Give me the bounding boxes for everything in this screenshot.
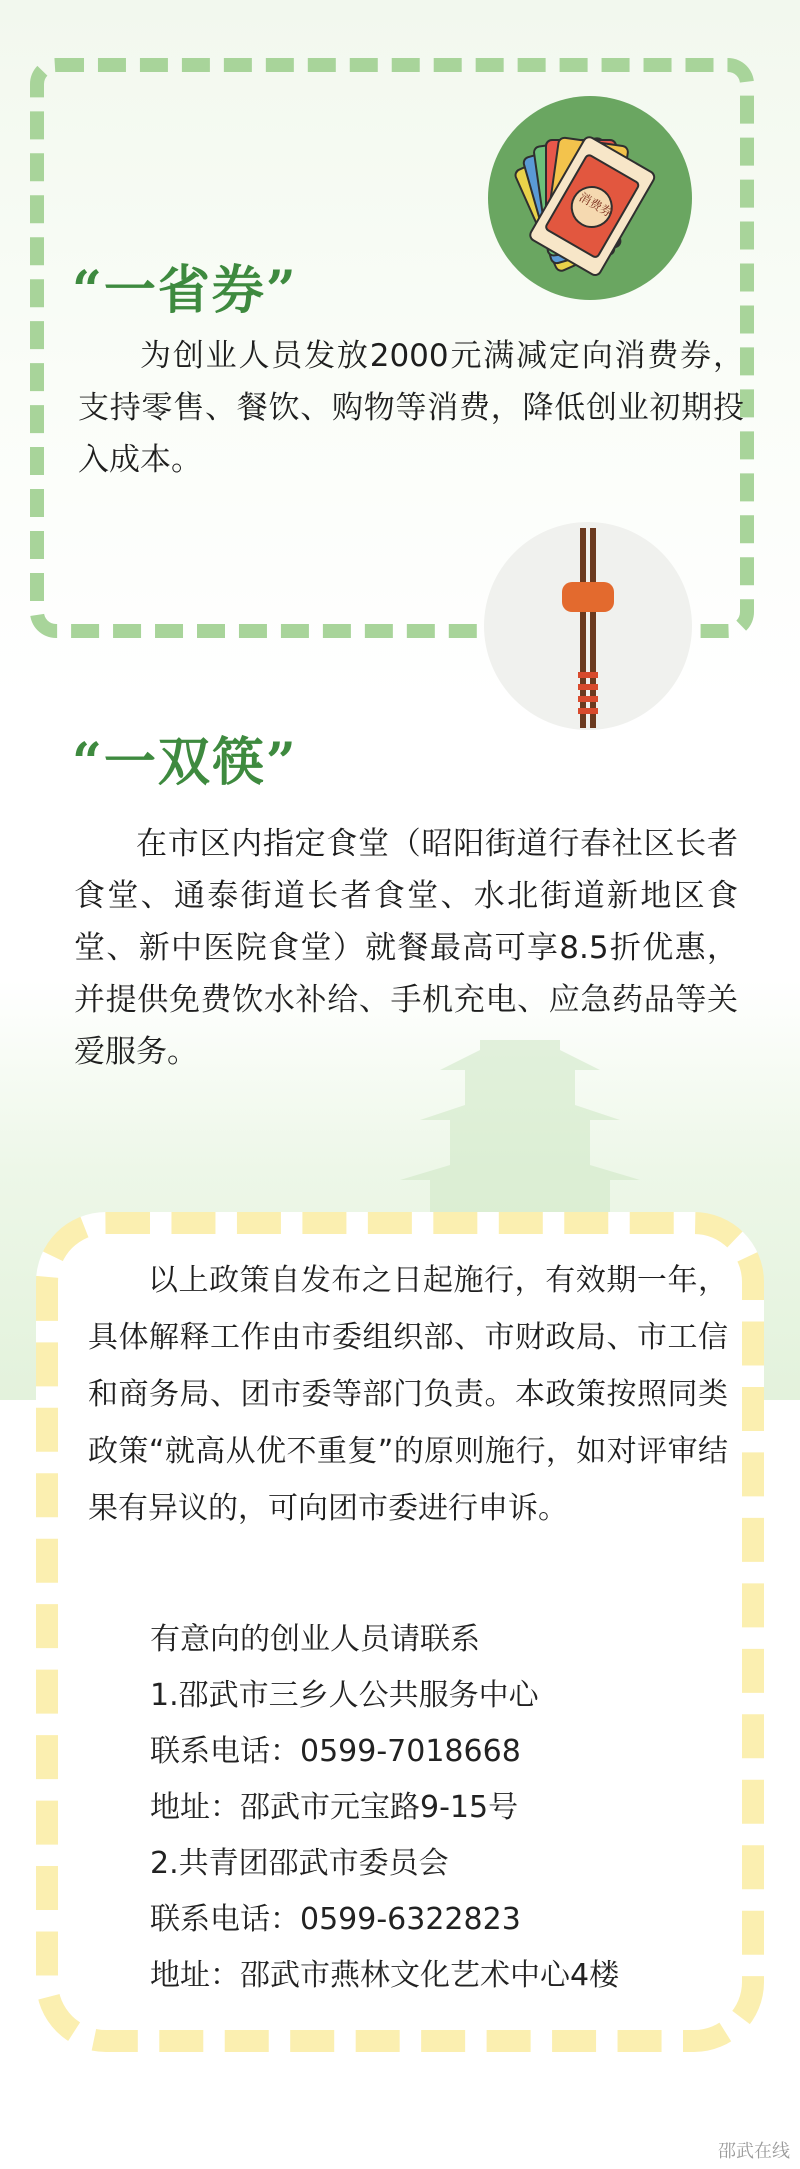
- watermark: 邵武在线: [718, 2141, 790, 2162]
- contact-address-1: 地址：邵武市元宝路9-15号: [150, 1790, 519, 1825]
- chopsticks-heading: “一双筷”: [72, 732, 298, 793]
- policy-notice-text: 以上政策自发布之日起施行，有效期一年，具体解释工作由市委组织部、市财政局、市工信和商务局、团市委等部门负责。本政策按照同类政策“就高从优不重复”的原则施行，如对评审结果有异议的，可向团市委进行申诉。: [88, 1263, 728, 1526]
- contact-intro: 有意向的创业人员请联系: [150, 1622, 480, 1657]
- contact-org-2: 2.共青团邵武市委员会: [150, 1846, 449, 1881]
- chopsticks-icon-circle: [484, 522, 692, 730]
- contact-address-2: 地址：邵武市燕林文化艺术中心4楼: [150, 1958, 620, 1993]
- coupon-label: 消费券: [576, 189, 615, 220]
- chopsticks-description: 在市区内指定食堂（昭阳街道行春社区长者食堂、通泰街道长者食堂、水北街道新地区食堂、新中医院食堂）就餐最高可享8.5折优惠，并提供免费饮水补给、手机充电、应急药品等关爱服务。: [74, 826, 738, 1070]
- contact-org-1: 1.邵武市三乡人公共服务中心: [150, 1678, 539, 1713]
- coupon-heading: “一省券”: [72, 260, 298, 321]
- coupon-description: 为创业人员发放2000元满减定向消费券，支持零售、餐饮、购物等消费，降低创业初期投入成本。: [78, 338, 744, 478]
- contact-list: [150, 1612, 710, 2004]
- contact-phone-2: 联系电话：0599-6322823: [150, 1902, 521, 1937]
- chopsticks-icon: [484, 522, 692, 730]
- contact-phone-1: 联系电话：0599-7018668: [150, 1734, 521, 1769]
